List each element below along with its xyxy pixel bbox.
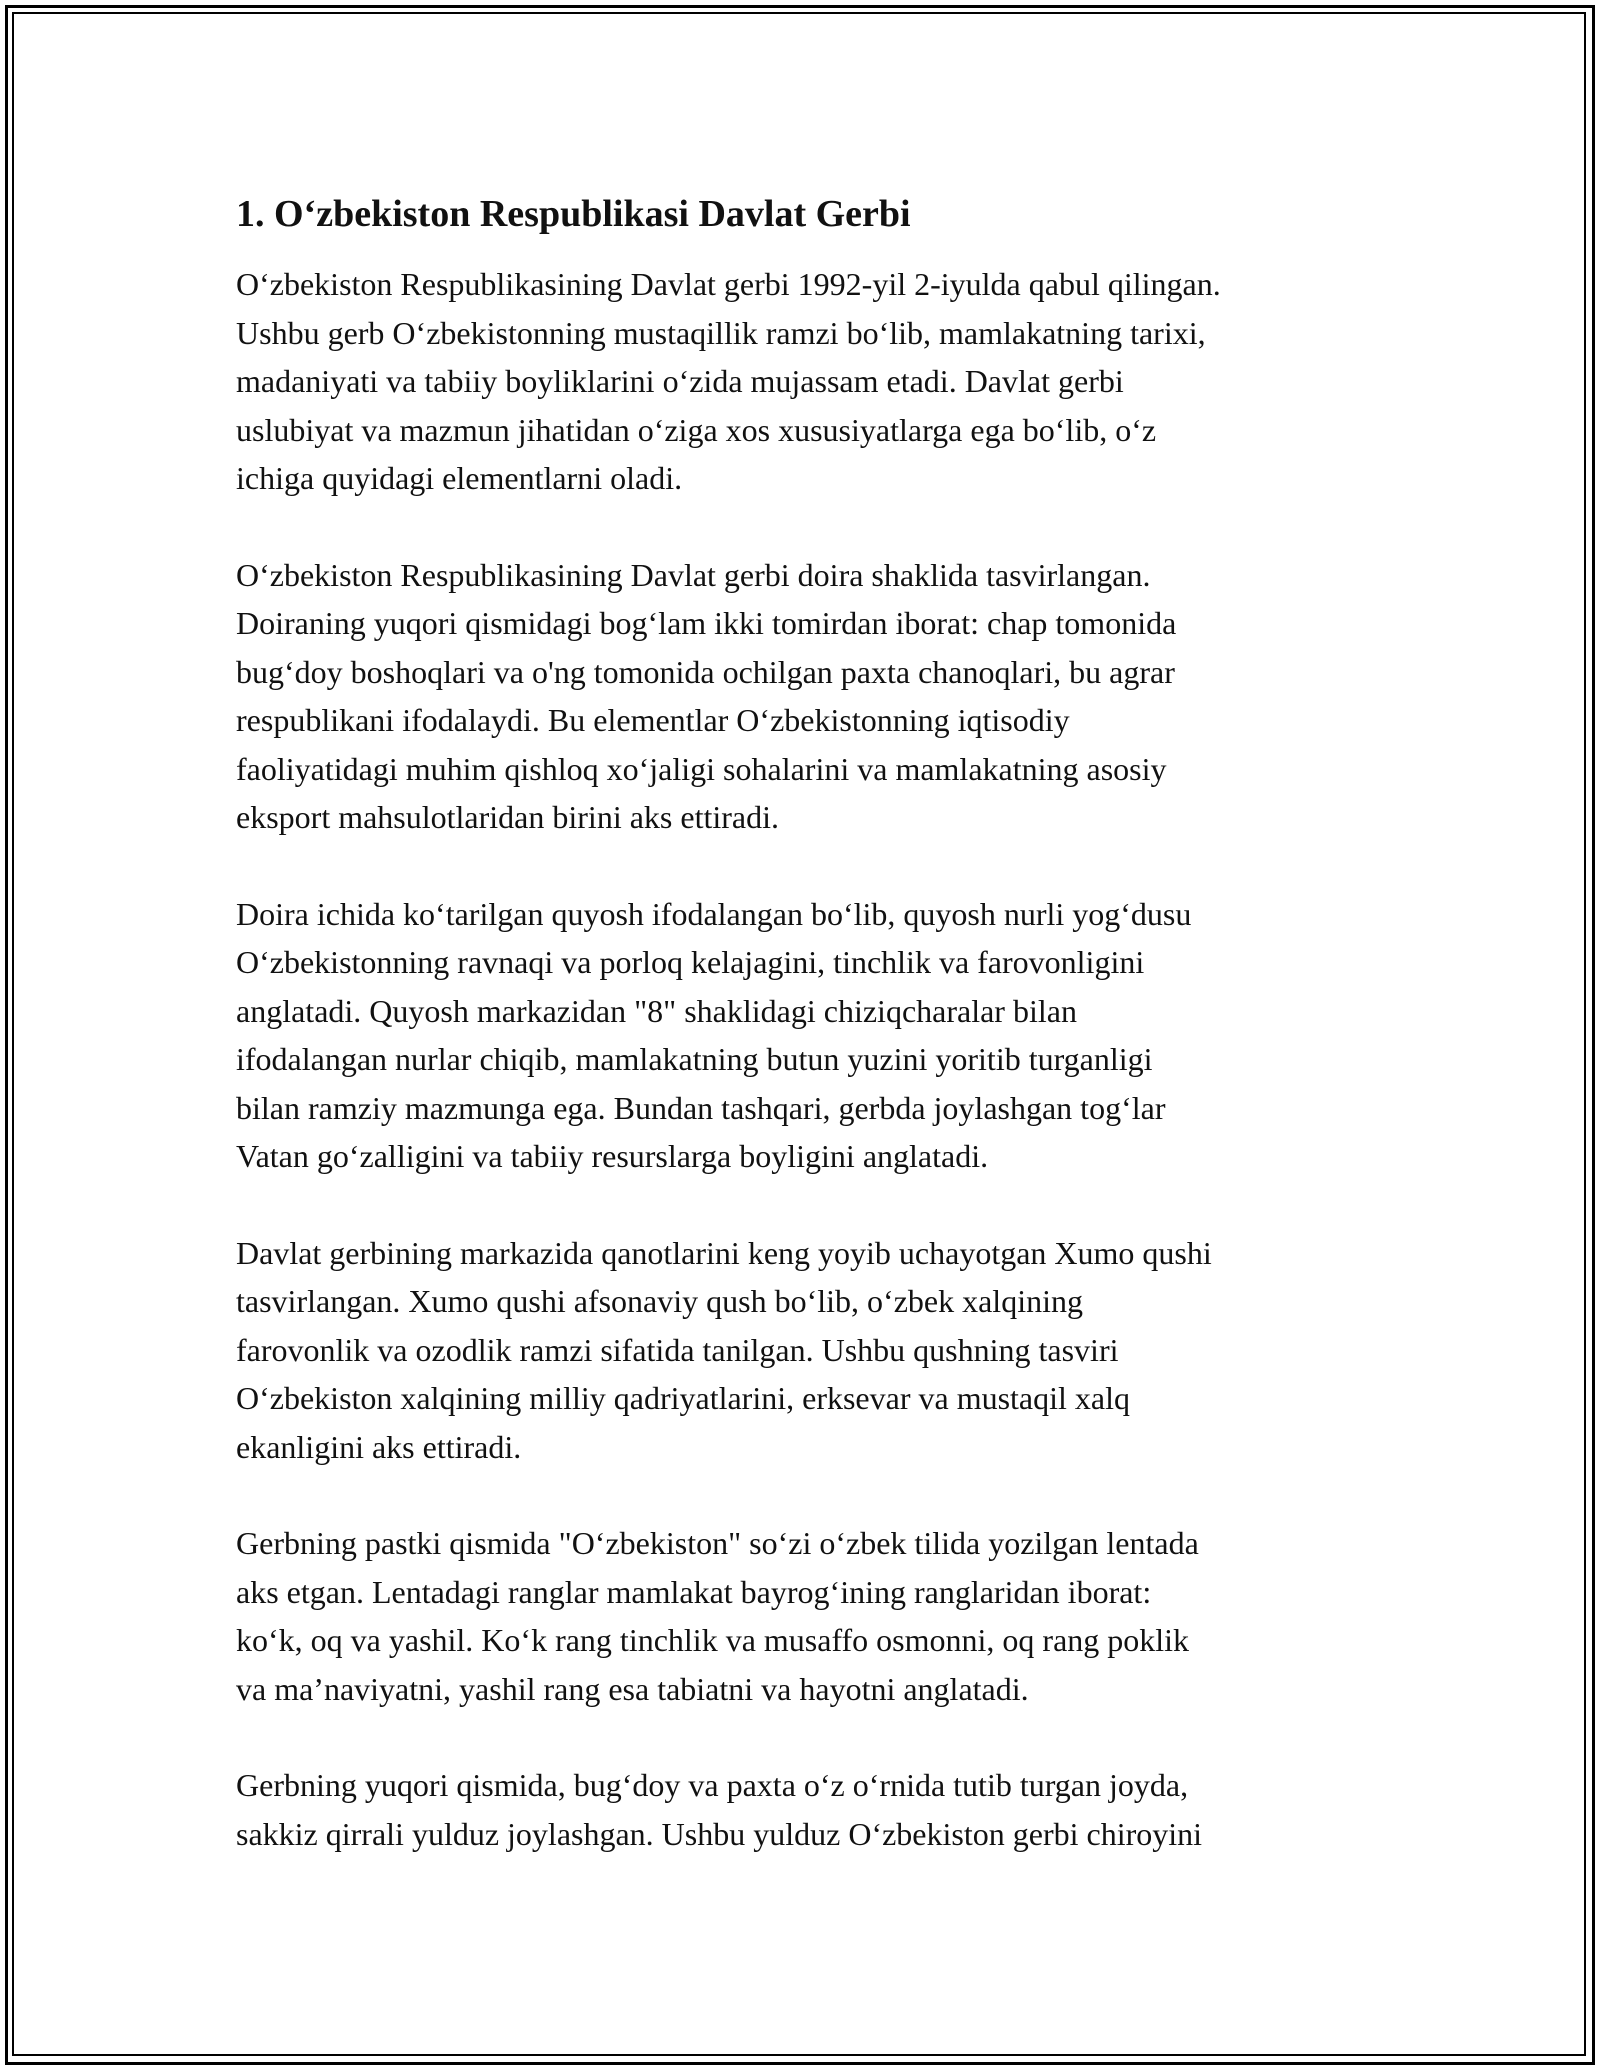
text-line: ekanligini aks ettiradi. — [236, 1428, 522, 1465]
text-line: ifodalangan nurlar chiqib, mamlakatning butun yuzini yoritib turganligi — [236, 1041, 1153, 1077]
text-line: Gerbning yuqori qismida, bug‘doy va paxta o‘z o‘rnida tutib turgan joyda, — [236, 1767, 1189, 1803]
text-line: Doiraning yuqori qismidagi bog‘lam ikki tomirdan iborat: chap tomonida — [236, 605, 1177, 641]
text-line: O‘zbekiston xalqining milliy qadriyatlarini, erksevar va mustaqil xalq — [236, 1380, 1130, 1416]
document-title: 1. O‘zbekiston Respublikasi Davlat Gerbi — [236, 193, 911, 235]
text-line: Ushbu gerb O‘zbekistonning mustaqillik ramzi bo‘lib, mamlakatning tarixi, — [236, 314, 1206, 351]
text-line: anglatadi. Quyosh markazidan "8" shaklidagi chiziqcharalar bilan — [236, 992, 1077, 1029]
paragraph-2 — [236, 551, 1416, 842]
text-line: faoliyatidagi muhim qishloq xo‘jaligi sohalarini va mamlakatning asosiy — [236, 750, 1167, 787]
text-line: ichiga quyidagi elementlarni oladi. — [236, 460, 683, 496]
paragraph-5 — [236, 1519, 1416, 1713]
text-line: uslubiyat va mazmun jihatidan o‘ziga xos xususiyatlarga ega bo‘lib, o‘z — [236, 411, 1157, 448]
paragraph-1 — [236, 260, 1416, 503]
text-line: O‘zbekiston Respublikasining Davlat gerbi doira shaklida tasvirlangan. — [236, 556, 1151, 593]
text-line: O‘zbekistonning ravnaqi va porloq kelajagini, tinchlik va farovonligini — [236, 944, 1145, 980]
text-line: Davlat gerbining markazida qanotlarini keng yoyib uchayotgan Xumo qushi — [236, 1234, 1212, 1271]
text-line: aks etgan. Lentadagi ranglar mamlakat bayrog‘ining ranglaridan iborat: — [236, 1573, 1152, 1610]
text-line: Doira ichida ko‘tarilgan quyosh ifodalangan bo‘lib, quyosh nurli yog‘dusu — [236, 895, 1192, 932]
text-line: respublikani ifodalaydi. Bu elementlar O‘zbekistonning iqtisodiy — [236, 702, 1070, 738]
text-line: va ma’naviyatni, yashil rang esa tabiatni va hayotni anglatadi. — [236, 1670, 1029, 1707]
text-line: bug‘doy boshoqlari va o'ng tomonida ochilgan paxta chanoqlari, bu agrar — [236, 653, 1175, 690]
text-line: madaniyati va tabiiy boyliklarini o‘zida mujassam etadi. Davlat gerbi — [236, 363, 1124, 399]
paragraph-4 — [236, 1229, 1416, 1472]
text-line: tasvirlangan. Xumo qushi afsonaviy qush bo‘lib, o‘zbek xalqining — [236, 1283, 1083, 1319]
document-body — [236, 190, 1416, 1906]
text-line: O‘zbekiston Respublikasining Davlat gerbi 1992-yil 2-iyulda qabul qilingan. — [236, 266, 1221, 302]
text-line: sakkiz qirrali yulduz joylashgan. Ushbu yulduz O‘zbekiston gerbi chiroyini — [236, 1815, 1203, 1852]
text-line: bilan ramziy mazmunga ega. Bundan tashqari, gerbda joylashgan tog‘lar — [236, 1089, 1166, 1126]
paragraph-6 — [236, 1761, 1416, 1858]
paragraph-3 — [236, 890, 1416, 1181]
text-line: Gerbning pastki qismida "O‘zbekiston" so‘zi o‘zbek tilida yozilgan lentada — [236, 1525, 1199, 1561]
text-line: ko‘k, oq va yashil. Ko‘k rang tinchlik va musaffo osmonni, oq rang poklik — [236, 1622, 1190, 1658]
text-line: Vatan go‘zalligini va tabiiy resurslarga boyligini anglatadi. — [236, 1138, 989, 1174]
text-line: eksport mahsulotlaridan birini aks ettiradi. — [236, 799, 779, 835]
text-line: farovonlik va ozodlik ramzi sifatida tanilgan. Ushbu qushning tasviri — [236, 1331, 1119, 1368]
